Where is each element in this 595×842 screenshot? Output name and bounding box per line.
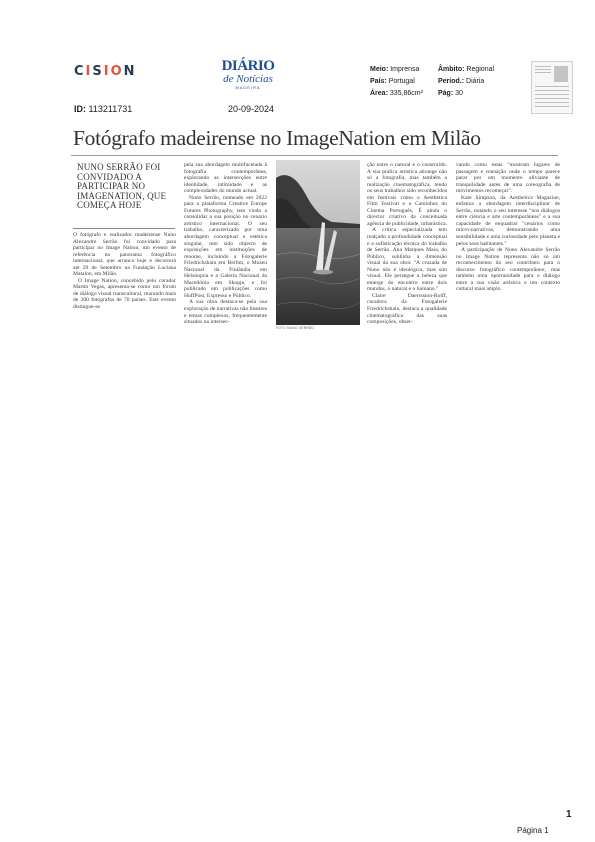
logo-line-1: DIÁRIO [221,58,275,74]
page-thumbnail[interactable] [531,61,573,114]
paragraph: vando como estas "mostram lugares de passagem e transição onde o tempo parece parar por um momento aliviante de tranquilidade antes de uma coreografia de movimentos recomeçar". [456,162,560,195]
article-column-5 [456,162,560,293]
paragraph: A participação de Nuno Alexandre Serrão no Image Nation representa não só um reconhecimento do seu contributo para o discurso fotográfico contemporâneo, mas também uma oportunidade para o diálogo entre a sua visão artística e um contexto cultural mais amplo. [456,247,560,293]
paragraph: A crítica especializada tem realçado a profundidade conceptual e a sofisticação técnica do trabalho de Serrão. Ana Marques Maia, do Público, sublinha a dimensão visual da sua obra: "A cruzada de Nuno não é ideológica, mas sim visual. Ele persegue a beleza que emerge do encontro entre dois mundos, o natural e o humano." [367,227,447,293]
meta-pag: Pág: 30 [438,90,463,97]
page-label: Página 1 [517,826,549,835]
meta-ambito: Âmbito: Regional [438,66,495,73]
paragraph: O fotógrafo e realizador madeirense Nuno Alexandre Serrão foi convidado para participar no Image Nation, um evento de referência no panorama fotográfico internacional, que arranca hoje e decorrerá até 29 de Setembro na Fundação Luciana Matalon, em Milão. [73,232,176,278]
article-headline: Fotógrafo madeirense no ImageNation em Milão [73,126,481,150]
page-number: 1 [566,809,572,820]
article-clipping [67,120,562,335]
article-column-1 [73,232,176,311]
cision-logo: CISION [74,64,137,79]
logo-line-2: de Notícias [223,73,273,85]
meta-meio: Meio: Imprensa [370,66,420,73]
article-column-2 [184,162,267,326]
photo-credit: FOTO NUNO SERRÃO [276,326,315,330]
meta-area: Área: 335,86cm² [370,90,423,97]
logo-line-3: MADEIRA [235,85,261,90]
headline-rule [71,155,558,156]
paragraph: A sua obra destaca-se pela sua exploração de narrativas não lineares e temas complexos, frequentemente situados na intersec- [184,299,267,326]
article-subhead: NUNO SERRÃO FOI CONVIDADO A PARTICIPAR NO IMAGENATION, QUE COMEÇA HOJE [77,162,167,210]
article-column-4 [367,162,447,326]
article-photo [276,160,360,325]
clip-id: ID: 113211731 [74,104,133,114]
meta-period: Period.: Diária [438,78,485,85]
meta-right [438,64,494,100]
meta-left [370,64,423,100]
paragraph: Nuno Serrão, nomeado em 2022 para a plataforma Creative Europe Futures Photography, tem vindo a consolidar a sua posição no cenário artístico internacional. O seu trabalho, caracterizado por uma abordagem conceptual e estética singular, tem sido objecto de exposições em instituições de renome, incluindo a Fotogalerie Friedrichshain em Berlim, o Museu Nacional da Finlândia em Helsínquia e a Galeria Nacional da Macedónia em Skopje, e foi publicado em publicações como HuffPost, Expresso e Público. [184,194,267,299]
newspaper-logo [219,59,277,90]
meta-pais: País: Portugal [370,78,415,85]
paragraph: Kate Simpson, da Aesthetica Magazine, enfatiza a abordagem interdisciplinar de Serrão, notando o seu interesse "nos diálogos entre ciência e arte contemporâneas" e a sua capacidade de enquadrar "cenários como micro-narrativas, demonstrando uma sensibilidade e uma curiosidade pelo planeta e pelos seus habitantes." [456,194,560,247]
paragraph: pela sua abordagem multifacetada à fotografia contemporânea, explorando as intersecções entre identidade, intimidade e as complexidades do mundo actual. [184,162,267,195]
paragraph: ção entre o natural e o construído. A sua prática artística abrange não só a fotografia, mas também a realização cinematográfica, tendo os seus trabalhos sido reconhecidos em festivais como o Aesthetica Film Festival e o Caminhos do Cinema Português. É ainda o director criativo da conceituada agência de publicidade, urbanistica. [367,162,447,227]
subhead-rule [73,228,175,229]
paragraph: Claire Daerrssion-Rolff, curadora da Fotogalerie Friedrichshain, destaca a qualidade cinematográfica das suas composições, obser- [367,292,447,326]
clip-date: 20-09-2024 [228,104,275,114]
paragraph: O Image Nation, concebido pelo curador Martin Vegas, apresenta-se como um fórum de diálogo visual transcultural, reunindo mais de 300 fotógrafos de 70 países. Este evento distingue-se [73,277,176,311]
